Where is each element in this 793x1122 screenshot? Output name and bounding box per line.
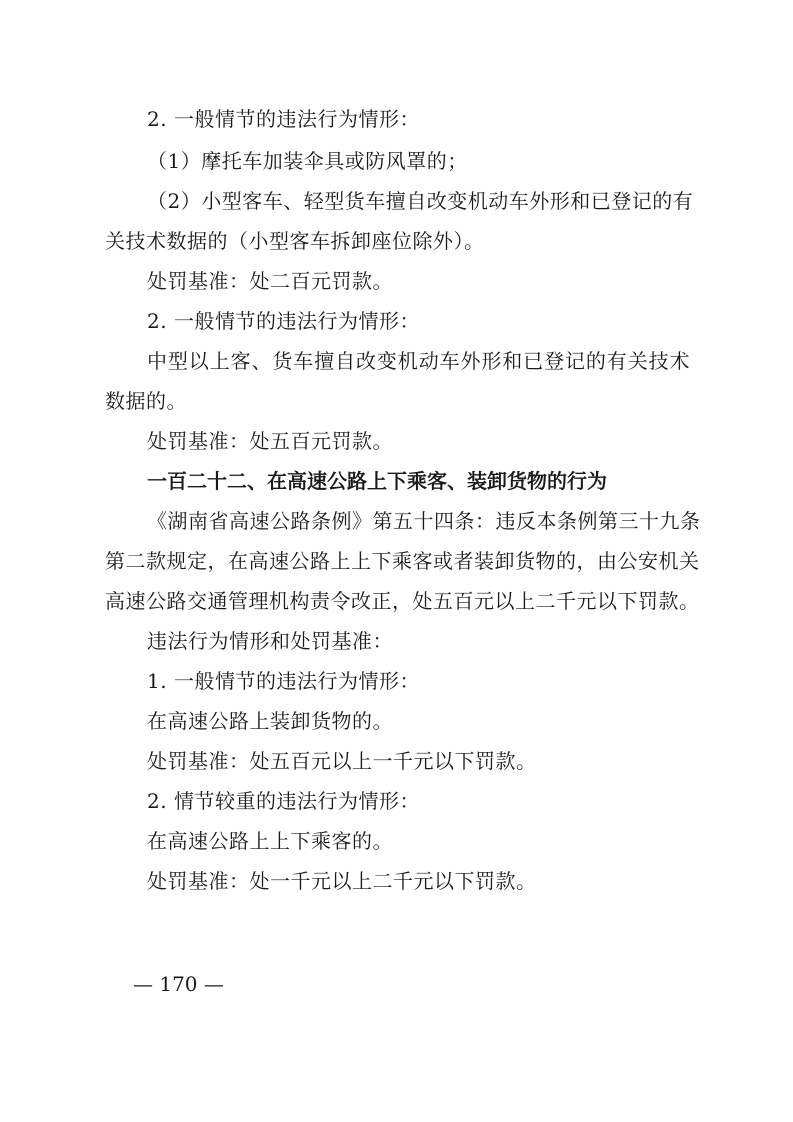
text-line: 2. 一般情节的违法行为情形： bbox=[147, 309, 420, 333]
text-line: 关技术数据的（小型客车拆卸座位除外）。 bbox=[105, 229, 485, 253]
text-line: 2. 情节较重的违法行为情形： bbox=[147, 789, 420, 813]
text-line: 在高速公路上上下乘客的。 bbox=[147, 829, 393, 853]
text-line: 中型以上客、货车擅自改变机动车外形和已登记的有关技术 bbox=[147, 349, 690, 373]
text-line: 处罚基准：处五百元罚款。 bbox=[147, 429, 393, 453]
page-number: — 170 — bbox=[133, 972, 224, 996]
text-line: （2）小型客车、轻型货车擅自改变机动车外形和已登记的有 bbox=[147, 189, 694, 213]
text-line: 高速公路交通管理机构责令改正，处五百元以上二千元以下罚款。 bbox=[105, 589, 700, 613]
text-line: 处罚基准：处二百元罚款。 bbox=[147, 269, 393, 293]
text-line: 数据的。 bbox=[105, 389, 187, 413]
text-line: 2. 一般情节的违法行为情形： bbox=[147, 107, 420, 131]
text-line: 处罚基准：处五百元以上一千元以下罚款。 bbox=[147, 749, 537, 773]
section-heading: 一百二十二、在高速公路上下乘客、装卸货物的行为 bbox=[147, 469, 607, 493]
text-line: （1）摩托车加装伞具或防风罩的； bbox=[147, 149, 468, 173]
text-line: 处罚基准：处一千元以上二千元以下罚款。 bbox=[147, 869, 537, 893]
text-line: 《湖南省高速公路条例》第五十四条：违反本条例第三十九条 bbox=[147, 509, 701, 533]
text-line: 在高速公路上装卸货物的。 bbox=[147, 709, 393, 733]
text-line: 1. 一般情节的违法行为情形： bbox=[147, 669, 420, 693]
text-line: 违法行为情形和处罚基准： bbox=[147, 629, 393, 653]
text-line: 第二款规定，在高速公路上上下乘客或者装卸货物的，由公安机关 bbox=[105, 549, 700, 573]
